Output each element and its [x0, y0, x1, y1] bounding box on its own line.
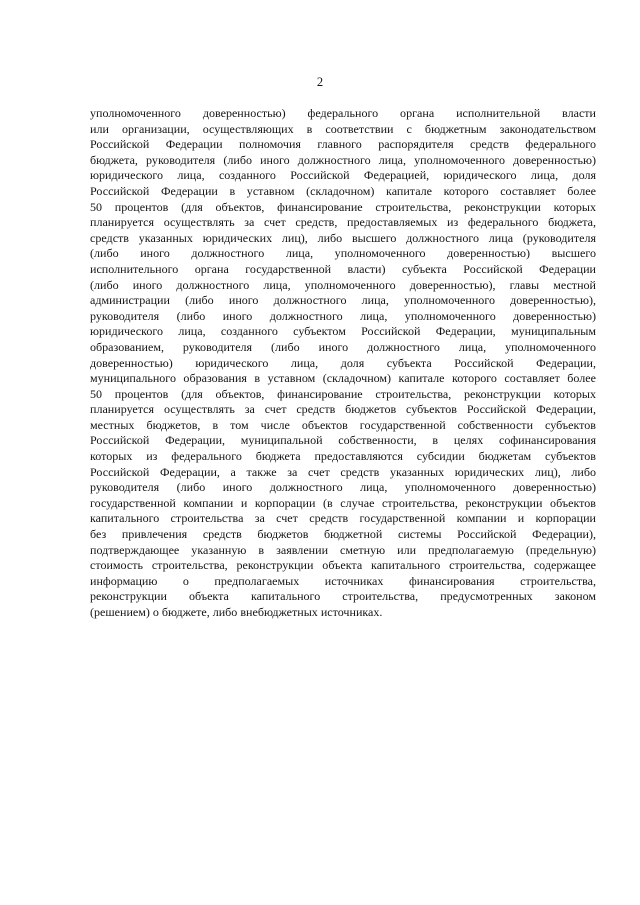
text-line: 50 процентов (для объектов, финансирование строительства, реконструкции которых	[90, 199, 596, 214]
text-line: планируется осуществлять за счет средств, предоставляемых из федерального бюджета,	[90, 215, 596, 230]
text-line: бюджета, руководителя (либо иного должностного лица, уполномоченного доверенностью)	[90, 152, 596, 167]
text-line: Российской Федерации в уставном (складочном) капитале которого составляет более	[90, 183, 596, 198]
text-line: без привлечения средств бюджетов бюджетной системы Российской Федерации),	[90, 527, 596, 542]
text-line: планируется осуществлять за счет средств бюджетов субъектов Российской Федерации,	[90, 402, 596, 417]
text-line: образованием, руководителя (либо иного должностного лица, уполномоченного	[90, 339, 596, 354]
text-line: доверенностью) юридического лица, доля субъекта Российской Федерации,	[90, 355, 596, 370]
text-line: государственной компании и корпорации (в случае строительства, реконструкции объектов	[90, 495, 596, 510]
text-line: муниципального образования в уставном (складочном) капитале которого составляет более	[90, 371, 596, 386]
text-line: руководителя (либо иного должностного лица, уполномоченного доверенностью)	[90, 480, 596, 495]
text-line: средств указанных юридических лиц), либо высшего должностного лица (руководителя	[90, 230, 596, 245]
text-line: которых из федерального бюджета предоставляются субсидии бюджетам субъектов	[90, 449, 596, 464]
text-line: или организации, осуществляющих в соответствии с бюджетным законодательством	[90, 121, 596, 136]
text-line: местных бюджетов, в том числе объектов государственной собственности субъектов	[90, 417, 596, 432]
text-line: капитального строительства за счет средств государственной компании и корпорации	[90, 511, 596, 526]
text-line: уполномоченного доверенностью) федерального органа исполнительной власти	[90, 106, 596, 120]
text-line: исполнительного органа государственной власти) субъекта Российской Федерации	[90, 261, 596, 276]
text-line: Российской Федерации, муниципальной собственности, в целях софинансирования	[90, 433, 596, 448]
text-line: юридического лица, созданного Российской Федерацией, юридического лица, доля	[90, 168, 596, 183]
text-line: 50 процентов (для объектов, финансирование строительства, реконструкции которых	[90, 386, 596, 401]
text-line: (либо иного должностного лица, уполномоченного доверенностью), главы местной	[90, 277, 596, 292]
page-number: 2	[316, 75, 324, 89]
text-line: реконструкции объекта капитального строительства, предусмотренных законом	[90, 589, 596, 604]
text-line: юридического лица, созданного субъектом Российской Федерации, муниципальным	[90, 324, 596, 339]
body-text	[90, 106, 596, 621]
text-line-last: (решением) о бюджете, либо внебюджетных источниках.	[90, 605, 383, 619]
text-line: Российской Федерации, а также за счет средств указанных юридических лиц), либо	[90, 464, 596, 479]
text-line: администрации (либо иного должностного лица, уполномоченного доверенностью),	[90, 293, 596, 308]
text-line: стоимость строительства, реконструкции объекта капитального строительства, содержащее	[90, 558, 596, 573]
text-line: информацию о предполагаемых источниках финансирования строительства,	[90, 573, 596, 588]
text-line: подтверждающее указанную в заявлении сметную или предполагаемую (предельную)	[90, 542, 596, 557]
text-line: Российской Федерации полномочия главного распорядителя средств федерального	[90, 137, 596, 152]
text-line: руководителя (либо иного должностного лица, уполномоченного доверенностью)	[90, 308, 596, 323]
text-line: (либо иного должностного лица, уполномоченного доверенностью) высшего	[90, 246, 596, 261]
